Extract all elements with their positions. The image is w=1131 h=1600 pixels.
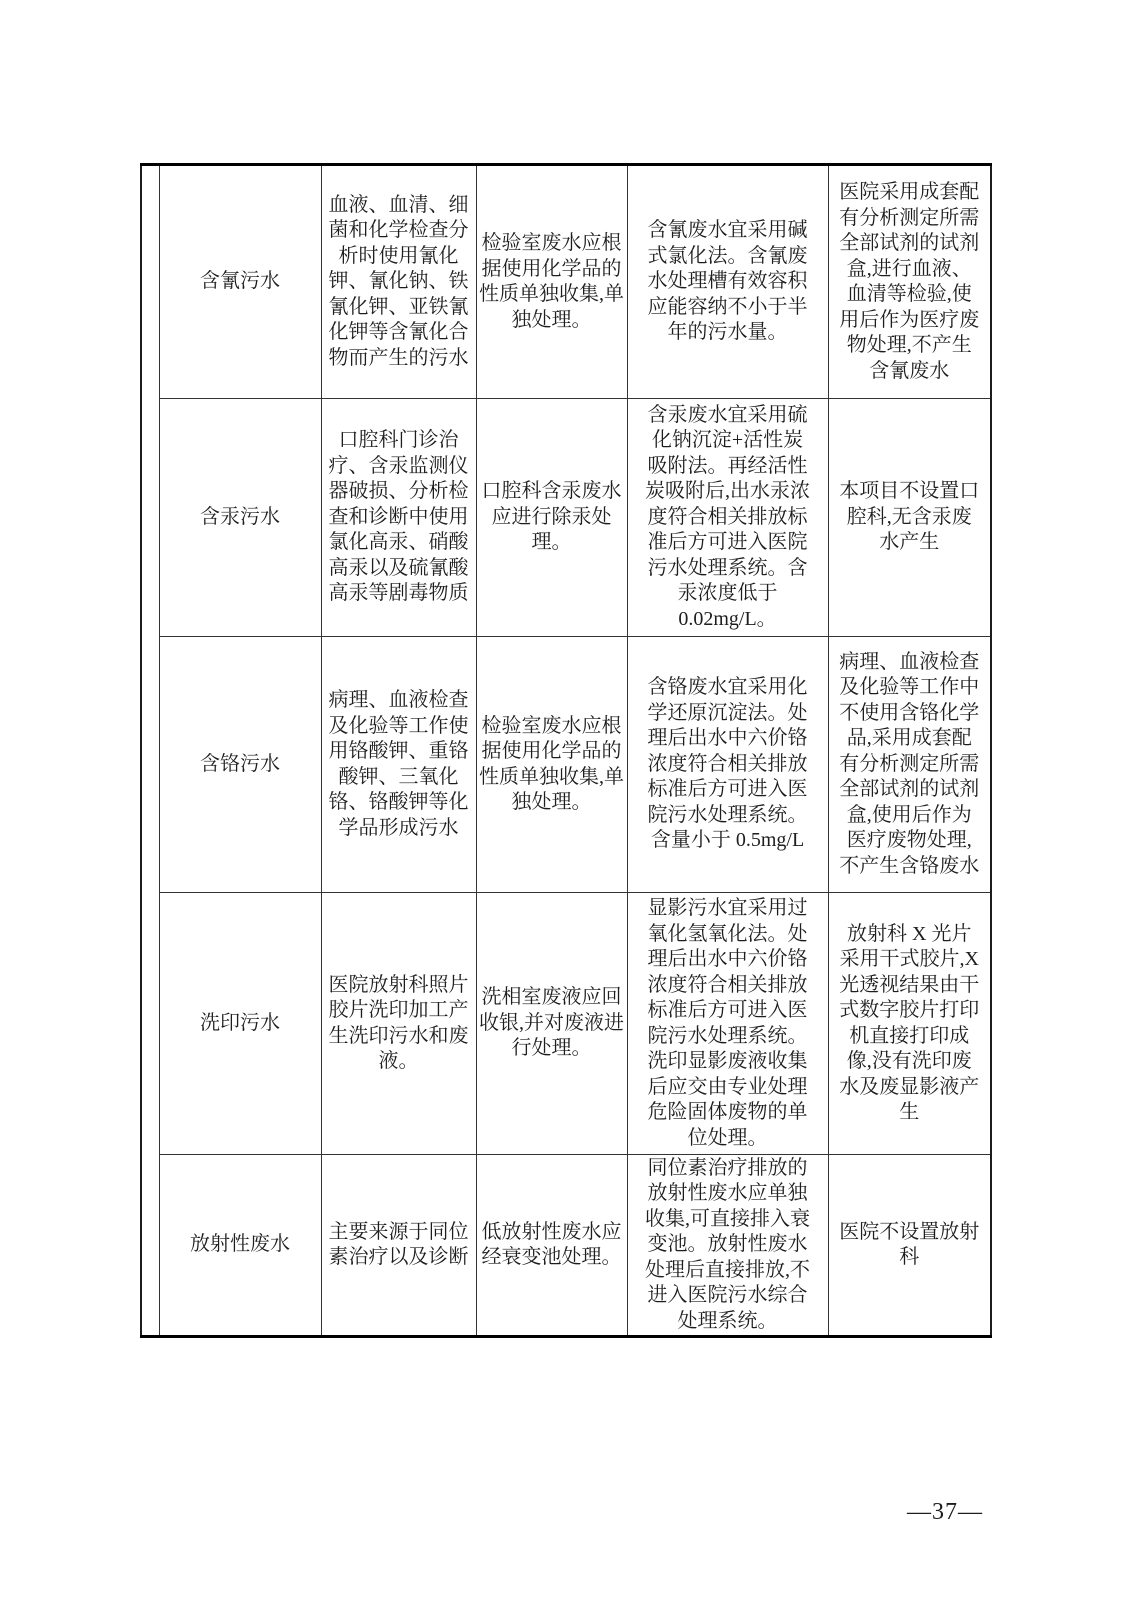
category-text: 含汞污水 [200, 505, 280, 528]
project-situation-cell [828, 165, 991, 399]
project-situation-cell [828, 637, 991, 893]
collection-requirement-text: 低放射性废水应经衰变池处理。 [481, 1220, 622, 1268]
table-row [141, 399, 991, 637]
table-row [141, 637, 991, 893]
project-situation-text: 放射科 X 光片采用干式胶片,X 光透视结果由干式数字胶片打印机直接打印成像,没有洗印废水及废显影液产生 [839, 922, 980, 1123]
table-row [141, 893, 991, 1155]
collection-requirement-text: 洗相室废液应回收银,并对废液进行处理。 [479, 986, 624, 1060]
source-text: 医院放射科照片胶片洗印加工产生洗印污水和废液。 [328, 973, 469, 1072]
collection-requirement-text: 口腔科含汞废水应进行除汞处理。 [481, 480, 622, 554]
treatment-requirement-cell [627, 893, 828, 1155]
source-text: 病理、血液检查及化验等工作使用铬酸钾、重铬酸钾、三氧化铬、铬酸钾等化学品形成污水 [328, 689, 469, 839]
treatment-requirement-cell [627, 1155, 828, 1337]
collection-requirement-cell [476, 399, 627, 637]
treatment-requirement-text: 含氰废水宜采用碱式氯化法。含氰废水处理槽有效容积应能容纳不小于半年的污水量。 [647, 219, 808, 344]
project-situation-text: 本项目不设置口腔科,无含汞废水产生 [839, 480, 980, 554]
collection-requirement-text: 检验室废水应根据使用化学品的性质单独收集,单独处理。 [479, 232, 624, 331]
category-text: 放射性废水 [190, 1233, 290, 1256]
treatment-requirement-cell [627, 399, 828, 637]
treatment-requirement-text: 含铬废水宜采用化学还原沉淀法。处理后出水中六价铬浓度符合相关排放标准后方可进入医院污水处理系统。含量小于 0.5mg/L [647, 676, 808, 852]
table-row [141, 165, 991, 399]
project-situation-cell [828, 1155, 991, 1337]
table-row [141, 1155, 991, 1337]
project-situation-text: 医院不设置放射科 [839, 1220, 980, 1268]
project-situation-cell [828, 399, 991, 637]
source-text: 主要来源于同位素治疗以及诊断 [328, 1220, 469, 1268]
wastewater-table [140, 163, 992, 1338]
source-cell [321, 1155, 476, 1337]
project-situation-text: 医院采用成套配有分析测定所需全部试剂的试剂盒,进行血液、血清等检验,使用后作为医疗废物处理,不产生含氰废水 [839, 181, 980, 382]
treatment-requirement-text: 含汞废水宜采用硫化钠沉淀+活性炭吸附法。再经活性炭吸附后,出水汞浓度符合相关排放标准后方可进入医院污水处理系统。含汞浓度低于 0.02mg/L。 [645, 403, 810, 630]
collection-requirement-cell [476, 165, 627, 399]
collection-requirement-text: 检验室废水应根据使用化学品的性质单独收集,单独处理。 [479, 714, 624, 813]
category-text: 含铬污水 [200, 752, 280, 775]
source-cell [321, 165, 476, 399]
source-text: 血液、血清、细菌和化学检查分析时使用氰化钾、氰化钠、铁氰化钾、亚铁氰化钾等含氰化合物而产生的污水 [328, 193, 469, 369]
category-cell [159, 1155, 321, 1337]
treatment-requirement-text: 显影污水宜采用过氧化氢氧化法。处理后出水中六价铬浓度符合相关排放标准后方可进入医院污水处理系统。洗印显影废液收集后应交由专业处理危险固体废物的单位处理。 [647, 897, 808, 1149]
treatment-requirement-text: 同位素治疗排放的放射性废水应单独收集,可直接排入衰变池。放射性废水处理后直接排放,不进入医院污水综合处理系统。 [645, 1156, 810, 1332]
treatment-requirement-cell [627, 165, 828, 399]
category-text: 含氰污水 [200, 270, 280, 293]
category-cell [159, 399, 321, 637]
collection-requirement-cell [476, 893, 627, 1155]
project-situation-cell [828, 893, 991, 1155]
collection-requirement-cell [476, 1155, 627, 1337]
source-text: 口腔科门诊治疗、含汞监测仪器破损、分析检查和诊断中使用氯化高汞、硝酸高汞以及硫氰酸高汞等剧毒物质 [328, 429, 469, 605]
source-cell [321, 893, 476, 1155]
treatment-requirement-cell [627, 637, 828, 893]
category-text: 洗印污水 [200, 1011, 280, 1034]
page-number: —37— [907, 1499, 983, 1525]
project-situation-text: 病理、血液检查及化验等工作中不使用含铬化学品,采用成套配有分析测定所需全部试剂的试剂盒,使用后作为医疗废物处理,不产生含铬废水 [839, 650, 980, 877]
category-cell [159, 165, 321, 399]
source-cell [321, 399, 476, 637]
category-cell [159, 893, 321, 1155]
source-cell [321, 637, 476, 893]
category-cell [159, 637, 321, 893]
gutter-cell [141, 165, 159, 1337]
collection-requirement-cell [476, 637, 627, 893]
